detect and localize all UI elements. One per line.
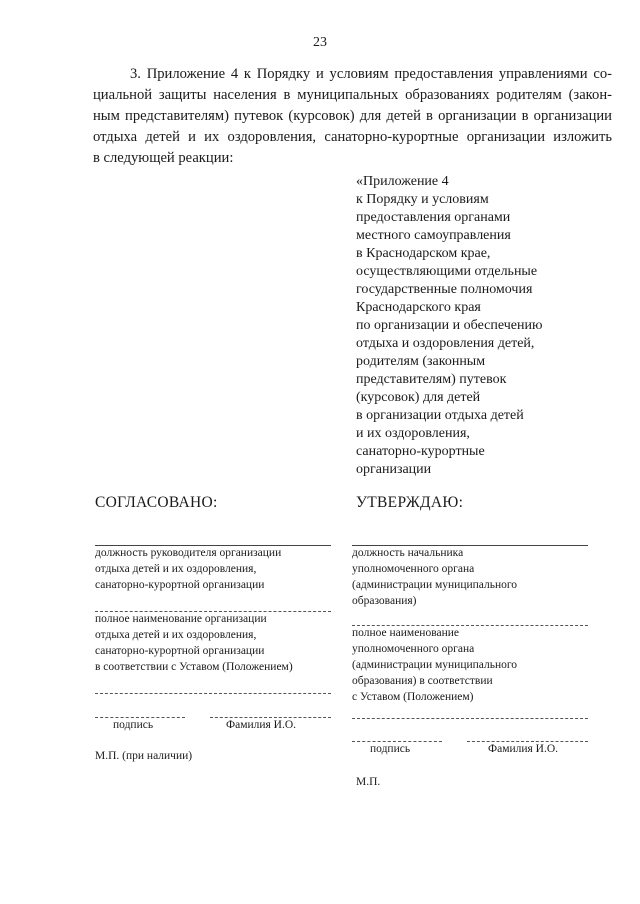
appendix-line: «Приложение 4	[356, 174, 449, 189]
right-signature-line	[352, 741, 442, 742]
body-paragraph	[93, 64, 612, 169]
left-stamp: М.П. (при наличии)	[95, 750, 193, 762]
paragraph-line: 3. Приложение 4 к Порядку и условиям предоставления управлениями со-	[130, 66, 612, 82]
appendix-line: отдыха и оздоровления детей,	[356, 336, 535, 351]
caption-line: образования) в соответствии	[352, 675, 493, 687]
appendix-line: местного самоуправления	[356, 228, 511, 243]
caption-line: отдыха детей и их оздоровления,	[95, 563, 257, 575]
right-signature-caption: подпись	[370, 743, 411, 755]
agreed-heading: СОГЛАСОВАНО:	[95, 494, 218, 511]
paragraph-line: циальной защиты населения в муниципальных образованиях родителям (закон-	[93, 87, 612, 103]
right-fullname-caption: Фамилия И.О.	[488, 743, 559, 755]
right-extra-line	[352, 718, 588, 719]
appendix-line: организации	[356, 462, 432, 477]
left-extra-line	[95, 693, 331, 694]
appendix-header	[356, 173, 606, 479]
caption-line: должность руководителя организации	[95, 547, 282, 559]
appendix-line: осуществляющими отдельные	[356, 264, 538, 279]
left-name-caption	[95, 611, 293, 675]
paragraph-line: в следующей реакции:	[93, 150, 234, 166]
caption-line: полное наименование организации	[95, 613, 267, 625]
caption-line: отдыха детей и их оздоровления,	[95, 629, 257, 641]
caption-line: санаторно-курортной организации	[95, 645, 265, 657]
left-signature-line	[95, 717, 185, 718]
appendix-line: к Порядку и условиям	[356, 192, 489, 207]
caption-line: в соответствии с Уставом (Положением)	[95, 661, 293, 673]
appendix-line: санаторно-курортные	[356, 444, 485, 459]
left-fullname-caption: Фамилия И.О.	[226, 719, 297, 731]
right-stamp: М.П.	[356, 776, 381, 788]
appendix-line: государственные полномочия	[356, 282, 533, 297]
appendix-line: (курсовок) для детей	[356, 390, 481, 405]
left-fullname-line	[210, 717, 331, 718]
paragraph-line: ным представителям) путевок (курсовок) для детей в организации в организации	[93, 108, 612, 124]
appendix-line: и их оздоровления,	[356, 426, 470, 441]
page-number: 23	[313, 35, 327, 50]
caption-line: полное наименование	[352, 627, 460, 639]
appendix-line: представителям) путевок	[356, 372, 507, 387]
caption-line: уполномоченного органа	[352, 563, 475, 575]
appendix-line: предоставления органами	[356, 210, 511, 225]
caption-line: уполномоченного органа	[352, 643, 475, 655]
appendix-line: в организации отдыха детей	[356, 408, 524, 423]
appendix-line: родителям (законным	[356, 354, 486, 369]
right-fullname-line	[467, 741, 588, 742]
caption-line: образования)	[352, 595, 417, 607]
paragraph-line: отдыха детей и их оздоровления, санаторно-курортные организации изложить	[93, 129, 612, 145]
caption-line: (администрации муниципального	[352, 579, 518, 591]
approved-heading: УТВЕРЖДАЮ:	[356, 494, 464, 511]
appendix-line: Краснодарского края	[356, 300, 481, 315]
left-position-caption	[95, 545, 281, 593]
caption-line: с Уставом (Положением)	[352, 691, 474, 703]
caption-line: должность начальника	[352, 547, 464, 559]
caption-line: санаторно-курортной организации	[95, 579, 265, 591]
appendix-line: в Краснодарском крае,	[356, 246, 491, 261]
left-signature-caption: подпись	[113, 719, 154, 731]
appendix-line: по организации и обеспечению	[356, 318, 543, 333]
right-position-caption	[352, 545, 517, 609]
caption-line: (администрации муниципального	[352, 659, 518, 671]
right-name-caption	[352, 625, 517, 705]
